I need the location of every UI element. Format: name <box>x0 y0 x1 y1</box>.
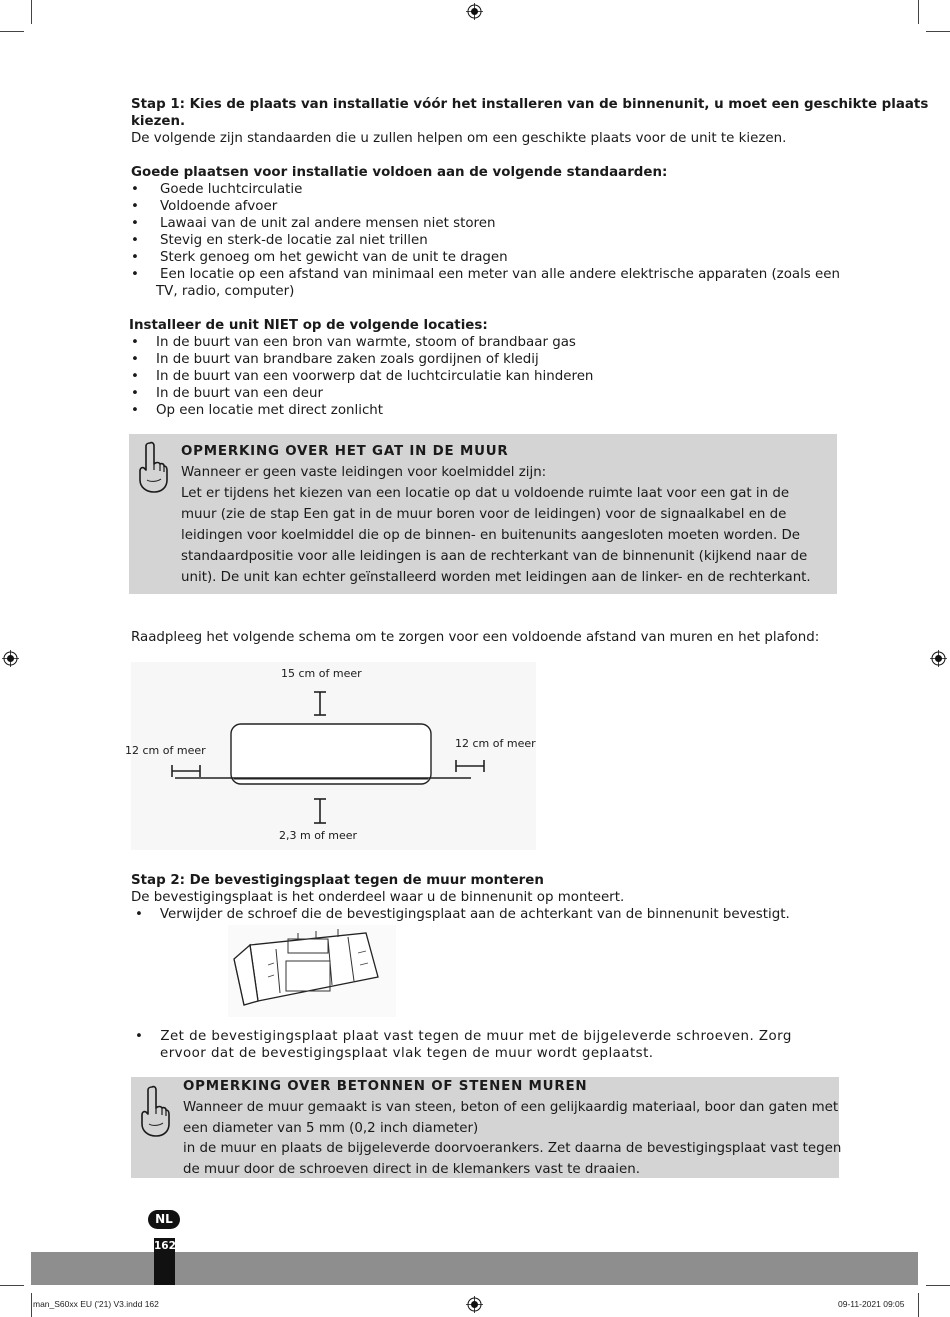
list-item: • In de buurt van een deur <box>131 386 323 401</box>
step1-heading-line1: Stap 1: Kies de plaats van installatie vóór het installeren van de binnenunit, u moet een geschikte plaats <box>131 97 929 112</box>
crop-mark <box>31 1293 32 1317</box>
footer-filename: man_S60xx EU ('21) V3.indd 162 <box>33 1299 159 1309</box>
note-title: OPMERKING OVER HET GAT IN DE MUUR <box>181 444 509 459</box>
good-places-list <box>131 181 840 300</box>
diagram-label-top: 15 cm of meer <box>281 667 362 680</box>
registration-mark-icon <box>466 1296 483 1313</box>
note-text: standaardpositie voor alle leidingen is aan de rechterkant van de binnenunit (kijkend naar de <box>181 549 808 564</box>
list-item: • In de buurt van een voorwerp dat de luchtcirculatie kan hinderen <box>131 369 594 384</box>
page-number: 162 <box>154 1240 176 1252</box>
note-text: muur (zie de stap Een gat in de muur boren voor de leidingen) voor de signaalkabel en de <box>181 507 787 522</box>
step2-bullet2-line1: • Zet de bevestigingsplaat plaat vast tegen de muur met de bijgeleverde schroeven. Zorg <box>135 1029 792 1044</box>
bad-places-heading: Installeer de unit NIET op de volgende locaties: <box>129 318 488 333</box>
registration-mark-icon <box>466 3 483 20</box>
list-item: • In de buurt van brandbare zaken zoals gordijnen of kledij <box>131 352 539 367</box>
list-item: • In de buurt van een bron van warmte, stoom of brandbaar gas <box>131 335 576 350</box>
list-item: • Goede luchtcirculatie <box>131 182 303 197</box>
crop-mark <box>926 31 950 32</box>
note-concrete-walls <box>131 1077 842 1178</box>
list-item: • Stevig en sterk-de locatie zal niet trillen <box>131 233 428 248</box>
note-title: OPMERKING OVER BETONNEN OF STENEN MUREN <box>183 1079 588 1094</box>
step1-heading-line2: kiezen. <box>131 114 186 129</box>
pointing-hand-icon <box>137 1084 171 1138</box>
list-item: • Een locatie op een afstand van minimaal een meter van alle andere elektrische apparaten (zoals een <box>131 267 841 282</box>
bad-places-list <box>131 334 593 419</box>
note-text: Let er tijdens het kiezen van een locatie op dat u voldoende ruimte laat voor een gat in de <box>181 486 790 501</box>
diagram-label-right: 12 cm of meer <box>455 737 536 750</box>
step2-bullet1: • Verwijder de schroef die de bevestigingsplaat aan de achterkant van de binnenunit bevestigt. <box>135 907 790 922</box>
footer-date: 09-11-2021 09:05 <box>838 1299 905 1309</box>
list-item: • Voldoende afvoer <box>131 199 278 214</box>
note-text: Wanneer de muur gemaakt is van steen, beton of een gelijkaardig materiaal, boor dan gaten met <box>183 1100 839 1115</box>
crop-mark <box>0 1285 24 1286</box>
language-badge: NL <box>148 1210 180 1229</box>
registration-mark-icon <box>930 650 947 667</box>
note-wall-hole <box>129 434 837 594</box>
note-text: unit). De unit kan echter geïnstalleerd worden met leidingen aan de linker- en de rechterkant. <box>181 570 811 585</box>
diagram-label-left: 12 cm of meer <box>125 744 206 757</box>
list-item: • Lawaai van de unit zal andere mensen niet storen <box>131 216 496 231</box>
note-text: Wanneer er geen vaste leidingen voor koelmiddel zijn: <box>181 465 547 480</box>
step2-heading: Stap 2: De bevestigingsplaat tegen de muur monteren <box>131 873 544 888</box>
crop-mark <box>918 1293 919 1317</box>
list-item: • Op een locatie met direct zonlicht <box>131 403 384 418</box>
list-item: • Sterk genoeg om het gewicht van de unit te dragen <box>131 250 508 265</box>
note-text: in de muur en plaats de bijgeleverde doorvoerankers. Zet daarna de bevestigingsplaat vast tegen <box>183 1141 842 1156</box>
schema-intro: Raadpleeg het volgende schema om te zorgen voor een voldoende afstand van muren en het plafond: <box>131 630 820 645</box>
good-places-heading: Goede plaatsen voor installatie voldoen aan de volgende standaarden: <box>131 165 668 180</box>
note-text: een diameter van 5 mm (0,2 inch diameter) <box>183 1121 479 1136</box>
step2-bullet2-line2: ervoor dat de bevestigingsplaat vlak tegen de muur wordt geplaatst. <box>160 1046 654 1061</box>
crop-mark <box>918 0 919 24</box>
note-text: de muur door de schroeven direct in de klemankers vast te draaien. <box>183 1162 640 1177</box>
diagram-label-bottom: 2,3 m of meer <box>279 829 358 842</box>
crop-mark <box>0 31 24 32</box>
step2-intro: De bevestigingsplaat is het onderdeel waar u de binnenunit op monteert. <box>131 890 625 905</box>
pointing-hand-icon <box>135 440 169 494</box>
crop-mark <box>31 0 32 24</box>
note-text: leidingen voor koelmiddel die op de binnen- en buitenunits aangesloten moeten worden. De <box>181 528 801 543</box>
step1-intro: De volgende zijn standaarden die u zullen helpen om een geschikte plaats voor de unit te kiezen. <box>131 131 787 146</box>
registration-mark-icon <box>2 650 19 667</box>
list-item-continuation: TV, radio, computer) <box>156 284 295 299</box>
indoor-unit-back-illustration <box>228 925 396 1017</box>
crop-mark <box>926 1285 950 1286</box>
